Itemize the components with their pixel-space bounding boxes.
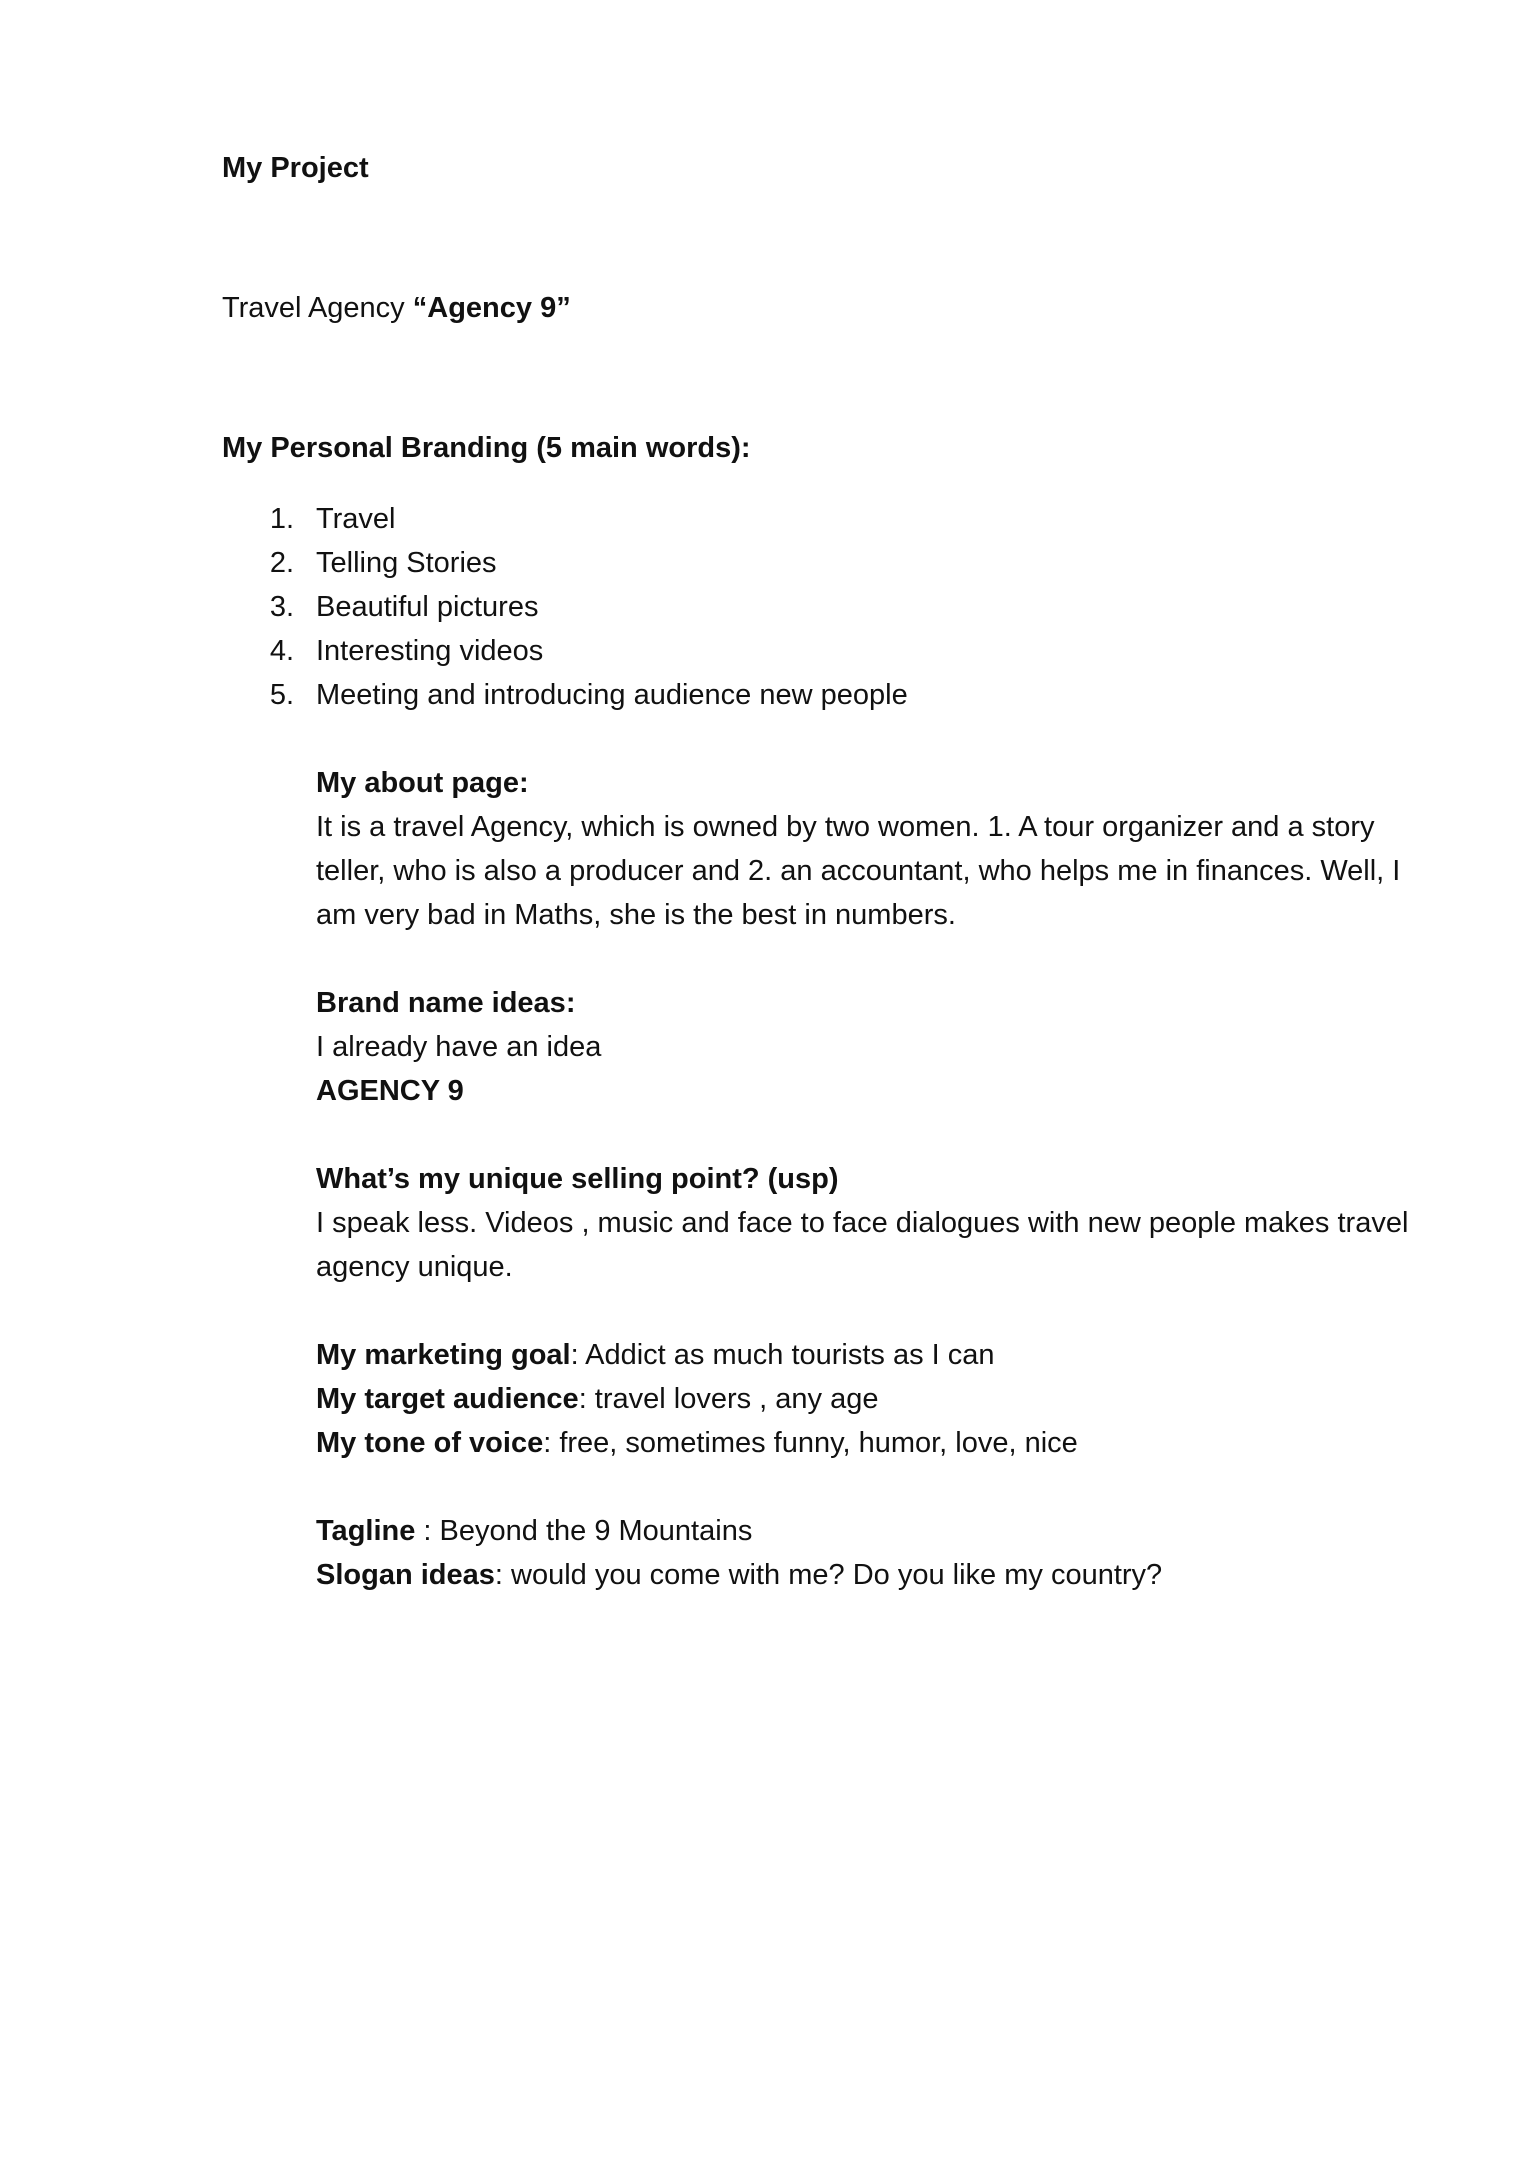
brand-name: AGENCY 9 bbox=[316, 1075, 464, 1107]
agency-name: “Agency 9” bbox=[412, 292, 571, 324]
marketing-goal bbox=[316, 1333, 1416, 1377]
brand-names-heading: Brand name ideas: bbox=[316, 987, 576, 1019]
list-text: Beautiful pictures bbox=[316, 591, 539, 623]
list-item bbox=[222, 541, 1322, 585]
about-line: teller, who is also a producer and 2. an accountant, who helps me in finances. Well, I bbox=[316, 855, 1401, 887]
tone-of-voice-value: : free, sometimes funny, humor, love, nice bbox=[543, 1427, 1078, 1459]
tone-of-voice-label: My tone of voice bbox=[316, 1427, 544, 1459]
list-item bbox=[222, 673, 1322, 717]
brand-names-text: I already have an idea bbox=[316, 1031, 602, 1063]
slogan-value: : would you come with me? Do you like my country? bbox=[494, 1559, 1163, 1591]
list-number: 5. bbox=[269, 679, 294, 711]
branding-list bbox=[222, 497, 1322, 717]
target-audience bbox=[316, 1377, 1416, 1421]
marketing-section bbox=[316, 1333, 1416, 1465]
usp-section bbox=[316, 1157, 1416, 1289]
list-number: 1. bbox=[269, 503, 294, 535]
target-audience-value: : travel lovers , any age bbox=[578, 1383, 879, 1415]
about-line: am very bad in Maths, she is the best in numbers. bbox=[316, 899, 956, 931]
tagline-value: : Beyond the 9 Mountains bbox=[415, 1515, 753, 1547]
brand-names-section bbox=[316, 981, 1416, 1113]
usp-heading: What’s my unique selling point? (usp) bbox=[316, 1163, 839, 1195]
slogan bbox=[316, 1553, 1416, 1597]
list-text: Travel bbox=[316, 503, 396, 535]
slogan-label: Slogan ideas bbox=[316, 1559, 495, 1591]
branding-heading: My Personal Branding (5 main words): bbox=[222, 432, 751, 464]
about-line: It is a travel Agency, which is owned by two women. 1. A tour organizer and a story bbox=[316, 811, 1375, 843]
tagline-section bbox=[316, 1509, 1416, 1597]
target-audience-label: My target audience bbox=[316, 1383, 579, 1415]
list-number: 3. bbox=[269, 591, 294, 623]
tone-of-voice bbox=[316, 1421, 1416, 1465]
tagline bbox=[316, 1509, 1416, 1553]
content-section bbox=[316, 761, 1416, 1597]
list-item bbox=[222, 497, 1322, 541]
usp-line: agency unique. bbox=[316, 1251, 513, 1283]
about-heading: My about page: bbox=[316, 767, 529, 799]
list-item bbox=[222, 629, 1322, 673]
list-text: Interesting videos bbox=[316, 635, 544, 667]
marketing-goal-label: My marketing goal bbox=[316, 1339, 571, 1371]
agency-line bbox=[222, 288, 571, 328]
about-section bbox=[316, 761, 1416, 937]
list-number: 2. bbox=[269, 547, 294, 579]
tagline-label: Tagline bbox=[316, 1515, 416, 1547]
list-number: 4. bbox=[269, 635, 294, 667]
list-item bbox=[222, 585, 1322, 629]
usp-line: I speak less. Videos , music and face to face dialogues with new people makes travel bbox=[316, 1207, 1409, 1239]
page-title: My Project bbox=[222, 152, 369, 184]
list-text: Telling Stories bbox=[316, 547, 497, 579]
agency-prefix: Travel Agency bbox=[222, 292, 413, 324]
marketing-goal-value: : Addict as much tourists as I can bbox=[570, 1339, 995, 1371]
list-text: Meeting and introducing audience new people bbox=[316, 679, 908, 711]
